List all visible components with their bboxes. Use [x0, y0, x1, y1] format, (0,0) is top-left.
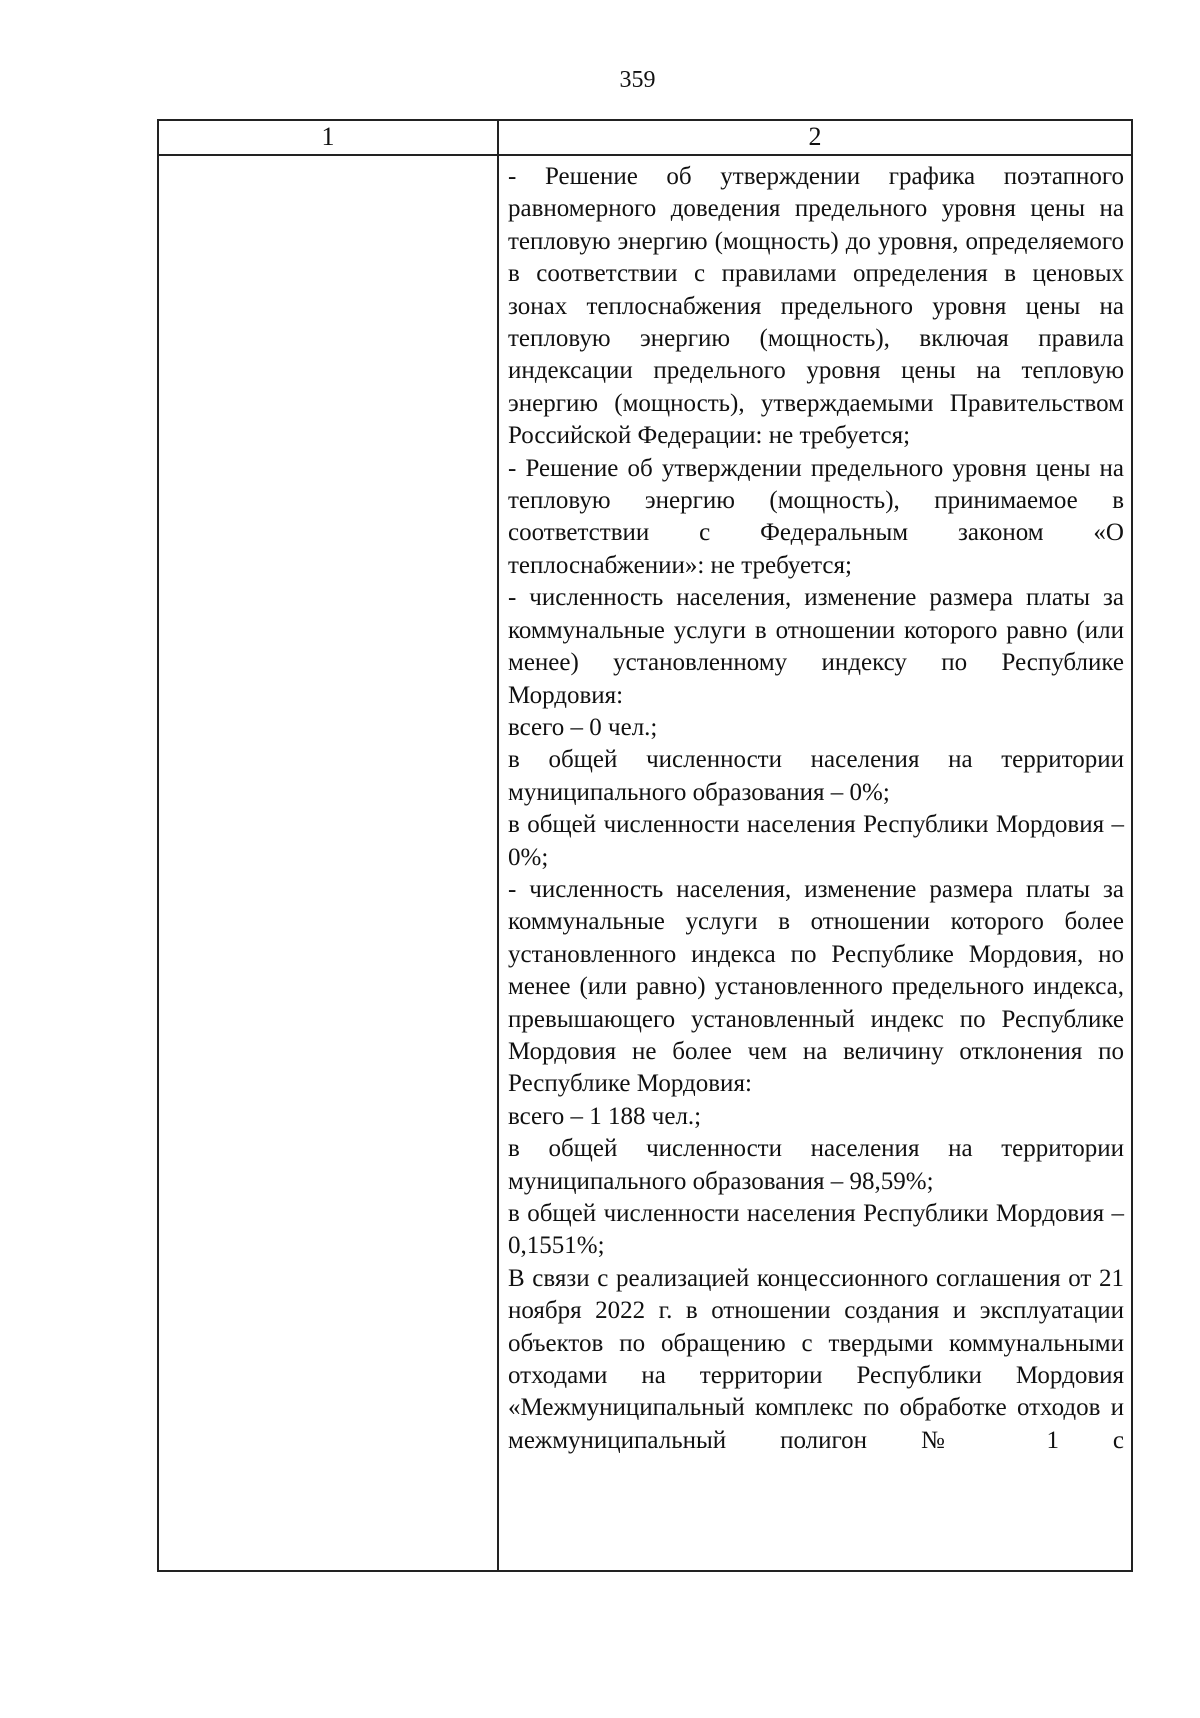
- paragraph-limit-price-decision: - Решение об утверждении предельного уровня цены на тепловую энергию (мощность), принимаемое в соответствии с Федеральным законом «О теплоснабжении»: не требуется;: [508, 454, 1124, 579]
- content-cell: [508, 161, 1124, 1457]
- table-header-row: [159, 121, 1131, 156]
- paragraph-total-0: всего – 0 чел.;: [508, 713, 658, 741]
- paragraph-graph-decision: - Решение об утверждении графика поэтапного равномерного доведения предельного уровня цены на тепловую энергию (мощность) до уровня, определяемого в соответствии с правилами определения в ценовых зонах теплоснабжения предельного уровня цены на тепловую энергию (мощность), включая правила индексации предельного уровня цены на тепловую энергию (мощность), утверждаемыми Правительством Российской Федерации: не требуется;: [508, 163, 1124, 450]
- paragraph-total-1188: всего – 1 188 чел.;: [508, 1102, 702, 1130]
- paragraph-municipal-share-0: в общей численности населения на территории муниципального образования – 0%;: [508, 746, 1124, 806]
- column-header-2: 2: [808, 122, 822, 151]
- paragraph-republic-share-0155: в общей численности населения Республики Мордовия – 0,1551%;: [508, 1200, 1124, 1260]
- paragraph-population-above-index: - численность населения, изменение размера платы за коммунальные услуги в отношении которого более установленного индекса по Республике Мордовия, но менее (или равно) установленного предельного индекса, превышающего установленный индекс по Республике Мордовия не более чем на величину отклонения по Республике Мордовия:: [508, 875, 1124, 1098]
- page-number: 359: [619, 67, 656, 93]
- paragraph-population-equal-index: - численность населения, изменение размера платы за коммунальные услуги в отношении которого равно (или менее) установленному индексу по Республике Мордовия:: [508, 584, 1124, 709]
- paragraph-republic-share-0: в общей численности населения Республики Мордовия – 0%;: [508, 811, 1124, 871]
- paragraph-municipal-share-98: в общей численности населения на территории муниципального образования – 98,59%;: [508, 1135, 1124, 1195]
- document-table: [157, 119, 1133, 1572]
- column-header-1: 1: [321, 122, 335, 151]
- column-divider: [497, 121, 499, 1570]
- paragraph-concession-agreement: В связи с реализацией концессионного соглашения от 21 ноября 2022 г. в отношении создания и эксплуатации объектов по обращению с твердыми коммунальными отходами на территории Республики Мордовия «Межмуниципальный комплекс по обработке отходов и межмуниципальный полигон № 1 с: [508, 1264, 1124, 1454]
